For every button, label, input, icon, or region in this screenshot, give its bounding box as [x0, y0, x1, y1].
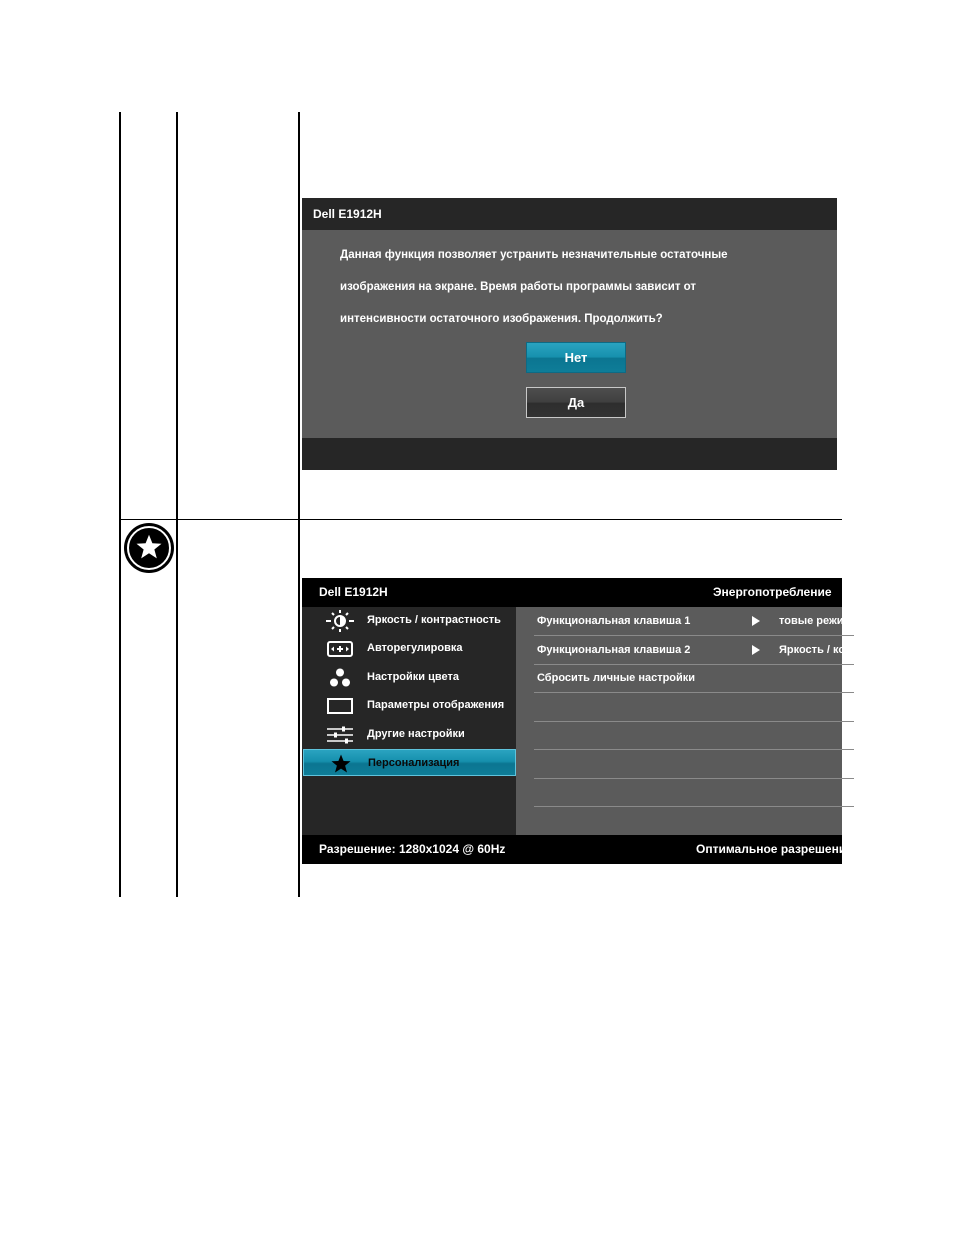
osd-menu	[302, 578, 960, 864]
submenu-row-label: Сбросить личные настройки	[537, 672, 696, 684]
star-icon	[324, 753, 358, 775]
table-col1-border	[176, 112, 178, 897]
menu-item-label: Параметры отображения	[367, 699, 505, 711]
submenu-row-label: Функциональная клавиша 2	[537, 644, 691, 656]
menu-item-label: Другие настройки	[367, 728, 465, 740]
table-col2-border	[298, 112, 300, 897]
osd-model-name: Dell E1912H	[319, 585, 388, 599]
dialog-message-line: интенсивности остаточного изображения. Продолжить?	[340, 313, 663, 325]
menu-item-label: Авторегулировка	[367, 642, 463, 654]
menu-item-other-settings[interactable]	[303, 721, 516, 748]
arrow-right-icon	[752, 616, 760, 626]
osd-main-menu	[302, 607, 516, 835]
optimal-resolution: Оптимальное разрешение: 1366x768 @ 60Hz	[696, 842, 960, 856]
menu-item-label: Яркость / контрастность	[367, 614, 501, 626]
dialog-message-line: Данная функция позволяет устранить незначительные остаточные	[340, 249, 728, 261]
menu-item-personalize[interactable]	[303, 749, 516, 776]
osd-footer	[302, 835, 960, 864]
menu-item-auto-adjust[interactable]	[303, 635, 516, 662]
submenu-row-empty	[534, 693, 854, 722]
submenu-row-label: Функциональная клавиша 1	[537, 615, 691, 627]
confirm-dialog	[302, 198, 837, 470]
submenu-row-value: Яркость / контрастность	[779, 644, 913, 656]
menu-item-display-settings[interactable]	[303, 692, 516, 719]
osd-header-right: Энергопотребление	[713, 585, 832, 599]
table-row-divider	[119, 519, 842, 520]
brightness-icon	[323, 610, 357, 632]
auto-adjust-icon	[323, 638, 357, 660]
arrow-right-icon	[752, 645, 760, 655]
submenu-row-shortcut-key-1[interactable]	[534, 607, 862, 636]
submenu-row-reset-personalization[interactable]	[534, 664, 854, 693]
menu-item-brightness-contrast[interactable]	[303, 607, 516, 634]
menu-item-color-settings[interactable]	[303, 664, 516, 691]
color-settings-icon	[323, 667, 357, 689]
osd-header	[302, 578, 842, 607]
yes-button[interactable]: Да	[526, 387, 626, 418]
submenu-row-value: товые режимы	[779, 615, 862, 627]
dialog-title: Dell E1912H	[302, 198, 837, 230]
submenu-row-empty	[534, 721, 854, 750]
submenu-row-empty	[534, 778, 854, 807]
star-icon	[124, 523, 174, 573]
osd-submenu	[516, 607, 913, 835]
no-button[interactable]: Нет	[526, 342, 626, 373]
menu-item-label: Настройки цвета	[367, 671, 459, 683]
menu-item-label: Персонализация	[368, 757, 460, 769]
display-settings-icon	[323, 695, 357, 717]
dialog-message	[340, 244, 820, 340]
other-settings-icon	[323, 724, 357, 746]
dialog-message-line: изображения на экране. Время работы программы зависит от	[340, 281, 697, 293]
table-left-border	[119, 112, 121, 897]
submenu-row-shortcut-key-2[interactable]	[534, 636, 913, 665]
current-resolution: Разрешение: 1280x1024 @ 60Hz	[319, 842, 506, 856]
submenu-row-empty	[534, 750, 854, 779]
dialog-footer-bar	[302, 438, 837, 470]
